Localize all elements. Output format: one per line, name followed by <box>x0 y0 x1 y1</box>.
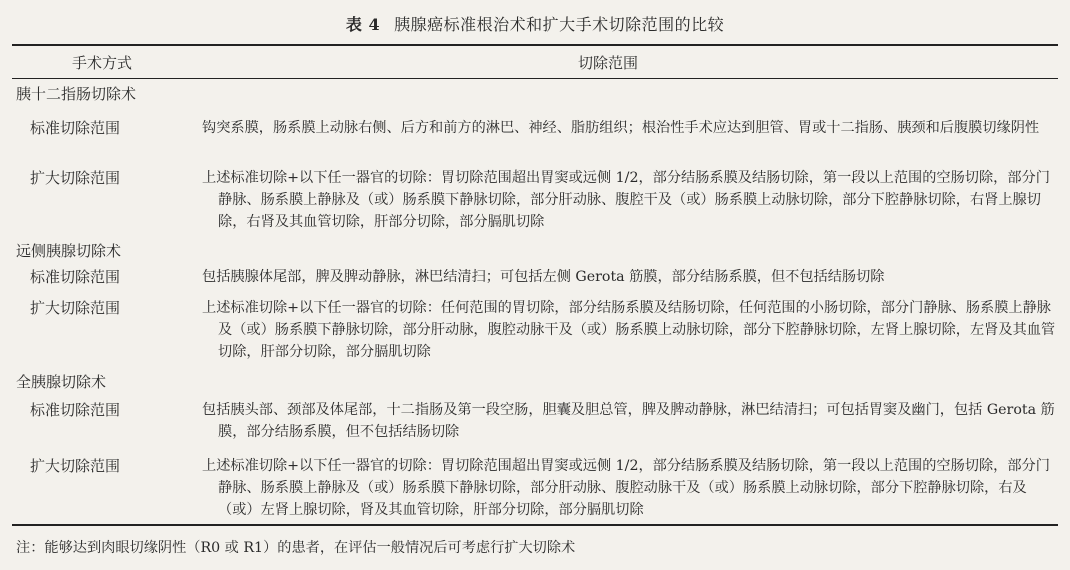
row-desc: 包括胰头部、颈部及体尾部，十二指肠及第一段空肠，胆囊及胆总管，脾及脾动静脉，淋巴结清扫；可包括胃窦及幽门，包括 Gerota 筋膜，部分结肠系膜，但不包括结肠切除 <box>202 402 1055 440</box>
row-type: 标准切除范围 <box>30 119 121 137</box>
header-scope: 切除范围 <box>578 54 639 72</box>
section-name: 胰十二指肠切除术 <box>16 85 137 103</box>
bottom-rule <box>12 524 1058 526</box>
table-title <box>0 12 1070 35</box>
row-desc: 上述标准切除+以下任一器官的切除：任何范围的胃切除，部分结肠系膜及结肠切除，任何范围的小肠切除，部分门静脉、肠系膜上静脉及（或）肠系膜下静脉切除，部分肝动脉，腹腔动脉干及（或）肠系膜上动脉切除，部分下腔静脉切除，左肾上腺切除，左肾及其血管切除，肝部分切除，部分膈肌切除 <box>202 300 1056 360</box>
section-name: 全胰腺切除术 <box>16 373 107 391</box>
section-name: 远侧胰腺切除术 <box>16 242 122 260</box>
row-type: 标准切除范围 <box>30 268 121 286</box>
row-desc: 包括胰腺体尾部，脾及脾动静脉，淋巴结清扫；可包括左侧 Gerota 筋膜，部分结肠系膜，但不包括结肠切除 <box>202 269 885 285</box>
row-desc: 钩突系膜，肠系膜上动脉右侧、后方和前方的淋巴、神经、脂肪组织；根治性手术应达到胆管、胃或十二指肠、胰颈和后腹膜切缘阴性 <box>202 120 1040 136</box>
row-desc: 上述标准切除+以下任一器官的切除：胃切除范围超出胃窦或远侧 1/2，部分结肠系膜及结肠切除，第一段以上范围的空肠切除，部分门静脉、肠系膜上静脉及（或）肠系膜下静脉切除，部分肝动脉、腹腔动脉干及（或）肠系膜上动脉切除，部分下腔静脉切除，右及（或）左肾上腺切除，肾及其血管切除，肝部分切除，部分膈肌切除 <box>202 458 1050 518</box>
row-type: 扩大切除范围 <box>30 457 121 475</box>
top-rule <box>12 44 1058 46</box>
row-type: 标准切除范围 <box>30 401 121 419</box>
header-rule <box>12 78 1058 79</box>
row-type: 扩大切除范围 <box>30 299 121 317</box>
row-type: 扩大切除范围 <box>30 169 121 187</box>
header-method: 手术方式 <box>72 54 133 72</box>
row-desc: 上述标准切除+以下任一器官的切除：胃切除范围超出胃窦或远侧 1/2，部分结肠系膜及结肠切除，第一段以上范围的空肠切除，部分门静脉、肠系膜上静脉及（或）肠系膜下静脉切除，部分肝动脉、腹腔干及（或）肠系膜上动脉切除，部分下腔静脉切除，右肾上腺切除，右肾及其血管切除，肝部分切除，部分膈肌切除 <box>202 170 1050 230</box>
table-title-text: 胰腺癌标准根治术和扩大手术切除范围的比较 <box>394 15 725 34</box>
table-note: 注：能够达到肉眼切缘阴性（R0 或 R1）的患者，在评估一般情况后可考虑行扩大切除术 <box>16 540 576 556</box>
table-label: 表 4 <box>345 15 381 34</box>
